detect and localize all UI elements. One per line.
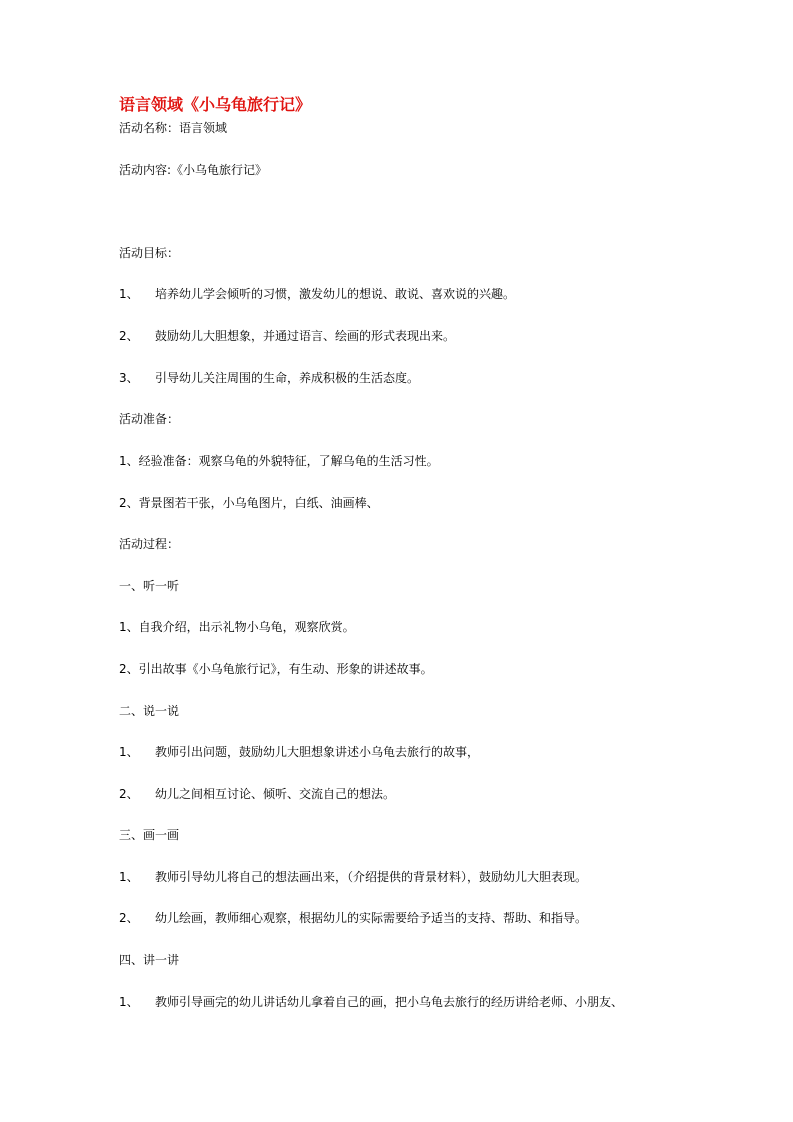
section4-item (119, 993, 623, 1011)
section4-number: 1、 (119, 995, 139, 1009)
section4-heading: 四、讲一讲 (119, 953, 180, 967)
prep-item: 1、经验准备：观察乌龟的外貌特征，了解乌龟的生活习性。 (119, 454, 439, 468)
section2-number: 1、 (119, 745, 139, 759)
goal-text: 培养幼儿学会倾听的习惯，激发幼儿的想说、敢说、喜欢说的兴趣。 (155, 287, 516, 301)
goals-heading: 活动目标： (119, 246, 180, 260)
goal-item (119, 369, 419, 387)
process-heading: 活动过程： (119, 537, 180, 551)
section3-number: 1、 (119, 870, 139, 884)
section2-heading: 二、说一说 (119, 704, 180, 718)
section2-item (119, 785, 395, 803)
goal-text: 引导幼儿关注周围的生命，养成积极的生活态度。 (155, 371, 420, 385)
section3-item (119, 868, 587, 886)
section3-item (119, 909, 587, 927)
section3-heading: 三、画一画 (119, 828, 180, 842)
goal-number: 2、 (119, 329, 139, 343)
section3-text: 教师引导幼儿将自己的想法画出来，（介绍提供的背景材料），鼓励幼儿大胆表现。 (155, 870, 588, 884)
section4-text: 教师引导画完的幼儿讲话幼儿拿着自己的画，把小乌龟去旅行的经历讲给老师、小朋友、 (155, 995, 624, 1009)
activity-content: 活动内容:《小乌龟旅行记》 (119, 163, 268, 177)
prep-heading: 活动准备： (119, 412, 180, 426)
section2-item (119, 743, 479, 761)
goal-item (119, 285, 515, 303)
section3-text: 幼儿绘画，教师细心观察，根据幼儿的实际需要给予适当的支持、帮助、和指导。 (155, 911, 588, 925)
section1-heading: 一、听一听 (119, 579, 180, 593)
section2-number: 2、 (119, 787, 139, 801)
section2-text: 幼儿之间相互讨论、倾听、交流自己的想法。 (155, 787, 396, 801)
goal-text: 鼓励幼儿大胆想象，并通过语言、绘画的形式表现出来。 (155, 329, 456, 343)
goal-number: 1、 (119, 287, 139, 301)
goal-number: 3、 (119, 371, 139, 385)
section2-text: 教师引出问题，鼓励幼儿大胆想象讲述小乌龟去旅行的故事， (155, 745, 480, 759)
section1-item: 2、引出故事《小乌龟旅行记》，有生动、形象的讲述故事。 (119, 662, 433, 676)
goal-item (119, 327, 455, 345)
section3-number: 2、 (119, 911, 139, 925)
section1-item: 1、自我介绍，出示礼物小乌龟，观察欣赏。 (119, 620, 355, 634)
prep-item: 2、背景图若干张，小乌龟图片，白纸、油画棒、 (119, 496, 379, 510)
activity-name: 活动名称：语言领域 (119, 121, 228, 135)
document-title: 语言领域《小乌龟旅行记》 (119, 95, 312, 114)
